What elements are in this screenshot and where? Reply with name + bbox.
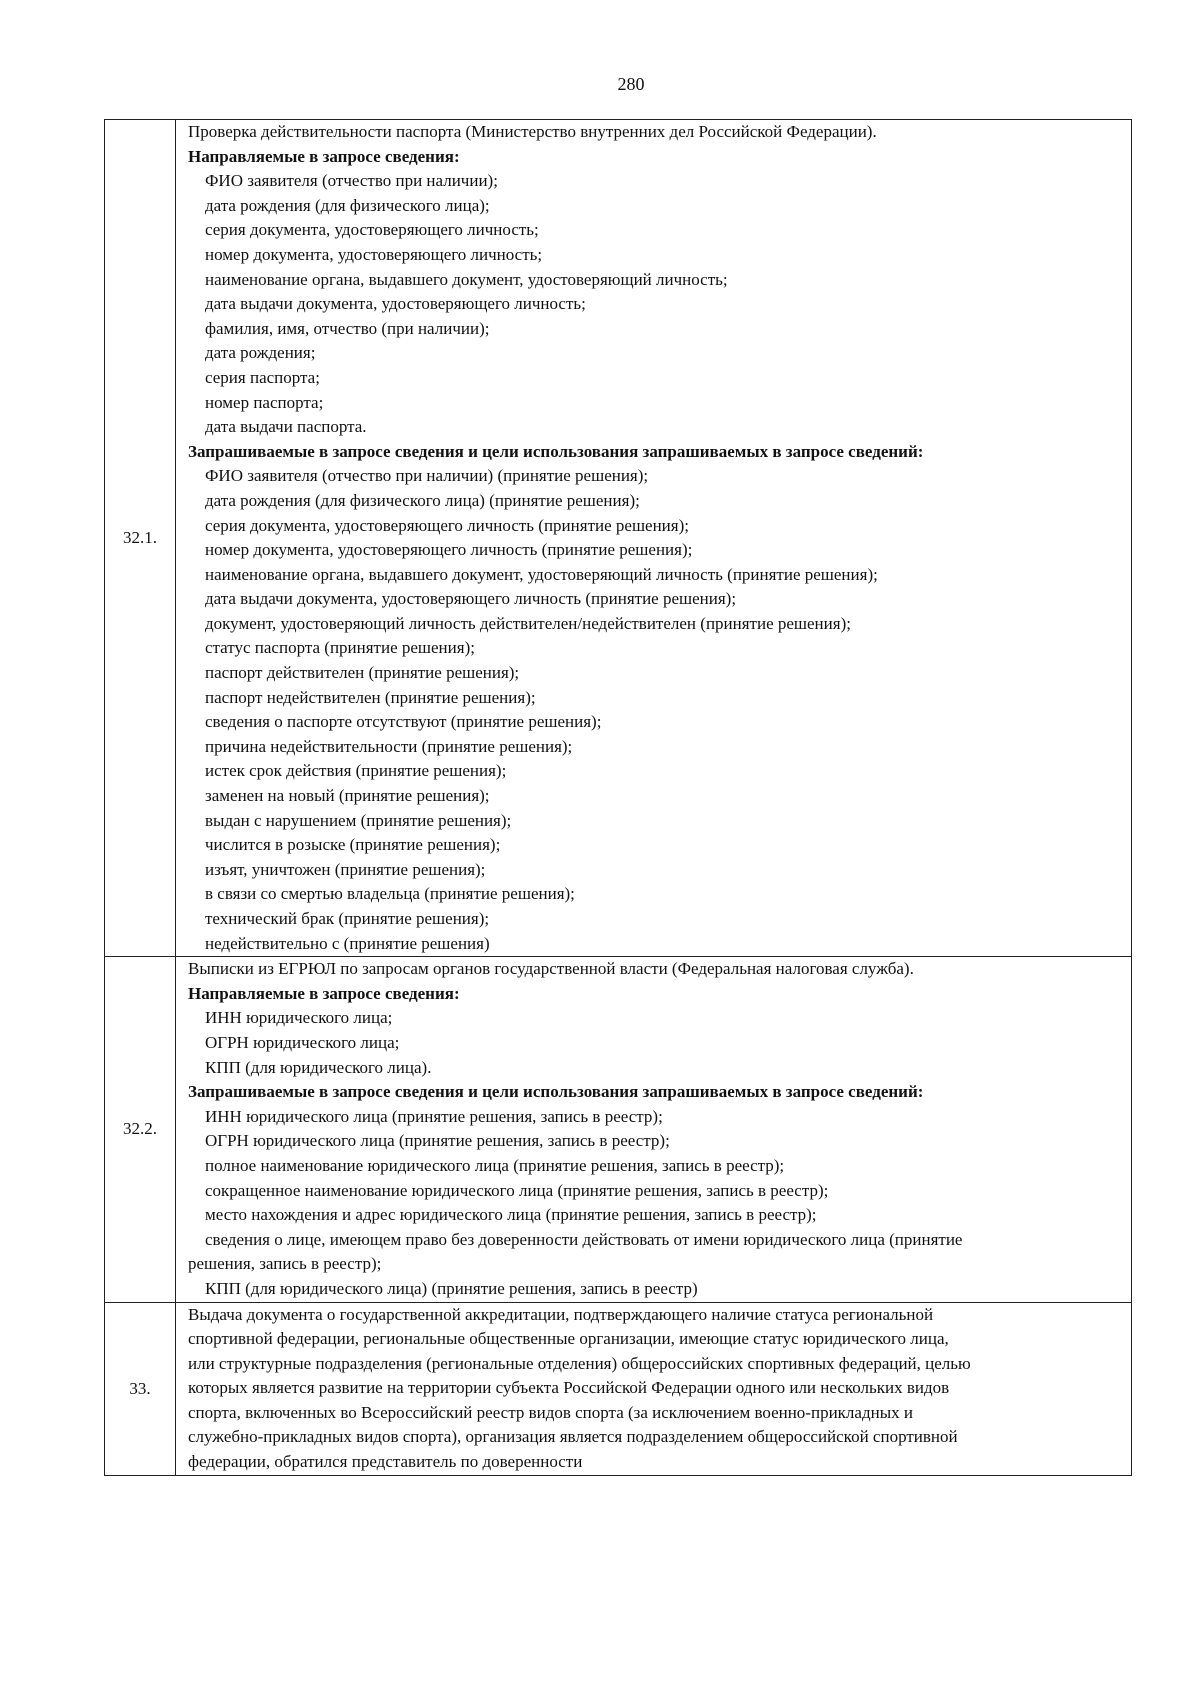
text-line: дата рождения (для физического лица); xyxy=(205,195,490,215)
text-line: недействительно с (принятие решения) xyxy=(205,933,490,953)
text-line: Проверка действительности паспорта (Министерство внутренних дел Российской Федерации). xyxy=(188,122,877,141)
text-line: номер документа, удостоверяющего личность (принятие решения); xyxy=(205,540,693,560)
section-heading: Направляемые в запросе сведения: xyxy=(188,983,460,1003)
text-line: место нахождения и адрес юридического лица (принятие решения, запись в реестр); xyxy=(205,1205,817,1225)
text-line: КПП (для юридического лица). xyxy=(205,1057,432,1077)
text-line: ФИО заявителя (отчество при наличии); xyxy=(205,171,498,191)
text-line: дата выдачи паспорта. xyxy=(205,417,367,437)
text-line: номер паспорта; xyxy=(205,392,324,412)
text-line: ОГРН юридического лица; xyxy=(205,1032,400,1052)
text-line: дата выдачи документа, удостоверяющего личность; xyxy=(205,294,586,314)
text-line: сведения о лице, имеющем право без доверенности действовать от имени юридического лица (принятие xyxy=(205,1229,963,1249)
text-line: спорта, включенных во Всероссийский реестр видов спорта (за исключением военно-прикладных и xyxy=(188,1402,913,1422)
text-line: Выдача документа о государственной аккредитации, подтверждающего наличие статуса региональной xyxy=(188,1304,934,1324)
text-line: паспорт действителен (принятие решения); xyxy=(205,663,520,683)
text-line: в связи со смертью владельца (принятие решения); xyxy=(205,884,575,904)
row-number: 33. xyxy=(105,1302,176,1475)
text-line: номер документа, удостоверяющего личность; xyxy=(205,244,543,264)
text-line: истек срок действия (принятие решения); xyxy=(205,761,507,781)
section-heading: Направляемые в запросе сведения: xyxy=(188,146,460,166)
text-line: дата рождения; xyxy=(205,343,316,363)
table-row xyxy=(105,957,1132,1302)
text-line: Выписки из ЕГРЮЛ по запросам органов государственной власти (Федеральная налоговая служба). xyxy=(188,959,914,979)
text-line: федерации, обратился представитель по доверенности xyxy=(188,1452,583,1472)
text-line: ОГРН юридического лица (принятие решения, запись в реестр); xyxy=(205,1131,670,1151)
text-line: ФИО заявителя (отчество при наличии) (принятие решения); xyxy=(205,466,649,486)
text-line: спортивной федерации, региональные общественные организации, имеющие статус юридического лица, xyxy=(188,1329,949,1349)
row-number: 32.1. xyxy=(105,120,176,957)
text-line: серия паспорта; xyxy=(205,367,320,387)
row-content xyxy=(176,120,1132,957)
text-line: выдан с нарушением (принятие решения); xyxy=(205,810,512,830)
text-line: которых является развитие на территории субъекта Российской Федерации одного или нескольких видов xyxy=(188,1378,950,1398)
text-line: сведения о паспорте отсутствуют (принятие решения); xyxy=(205,712,602,732)
text-line: заменен на новый (принятие решения); xyxy=(205,786,490,806)
text-line: сокращенное наименование юридического лица (принятие решения, запись в реестр); xyxy=(205,1180,829,1200)
text-line: решения, запись в реестр); xyxy=(188,1254,382,1274)
text-line: технический брак (принятие решения); xyxy=(205,909,490,928)
document-table xyxy=(104,119,1132,1476)
page-number: 280 xyxy=(617,74,645,94)
row-content xyxy=(176,1302,1132,1475)
text-line: дата выдачи документа, удостоверяющего личность (принятие решения); xyxy=(205,589,737,609)
text-line: статус паспорта (принятие решения); xyxy=(205,638,475,658)
row-content xyxy=(176,957,1132,1302)
text-line: наименование органа, выдавшего документ, удостоверяющий личность; xyxy=(205,269,728,289)
text-line: полное наименование юридического лица (принятие решения, запись в реестр); xyxy=(205,1155,785,1175)
text-line: паспорт недействителен (принятие решения); xyxy=(205,687,536,707)
text-line: причина недействительности (принятие решения); xyxy=(205,736,573,756)
text-line: серия документа, удостоверяющего личность (принятие решения); xyxy=(205,515,689,535)
text-line: ИНН юридического лица (принятие решения, запись в реестр); xyxy=(205,1106,663,1126)
section-heading: Запрашиваемые в запросе сведения и цели использования запрашиваемых в запросе сведений: xyxy=(188,441,924,461)
row-number: 32.2. xyxy=(105,957,176,1302)
text-line: фамилия, имя, отчество (при наличии); xyxy=(205,318,490,338)
text-line: или структурные подразделения (региональные отделения) общероссийских спортивных федераций, целью xyxy=(188,1353,971,1373)
text-line: числится в розыске (принятие решения); xyxy=(205,835,501,855)
text-line: служебно-прикладных видов спорта), организация является подразделением общероссийской спортивной xyxy=(188,1427,958,1447)
text-line: ИНН юридического лица; xyxy=(205,1008,393,1028)
text-line: дата рождения (для физического лица) (принятие решения); xyxy=(205,490,640,510)
section-heading: Запрашиваемые в запросе сведения и цели использования запрашиваемых в запросе сведений: xyxy=(188,1082,924,1102)
text-line: документ, удостоверяющий личность действителен/недействителен (принятие решения); xyxy=(205,613,851,633)
text-line: изъят, уничтожен (принятие решения); xyxy=(205,859,486,879)
table-body xyxy=(105,120,1132,1476)
text-line: КПП (для юридического лица) (принятие решения, запись в реестр) xyxy=(205,1278,698,1298)
text-line: наименование органа, выдавшего документ, удостоверяющий личность (принятие решения); xyxy=(205,564,878,584)
text-line: серия документа, удостоверяющего личность; xyxy=(205,220,539,240)
table-row xyxy=(105,120,1132,957)
table-row xyxy=(105,1302,1132,1475)
